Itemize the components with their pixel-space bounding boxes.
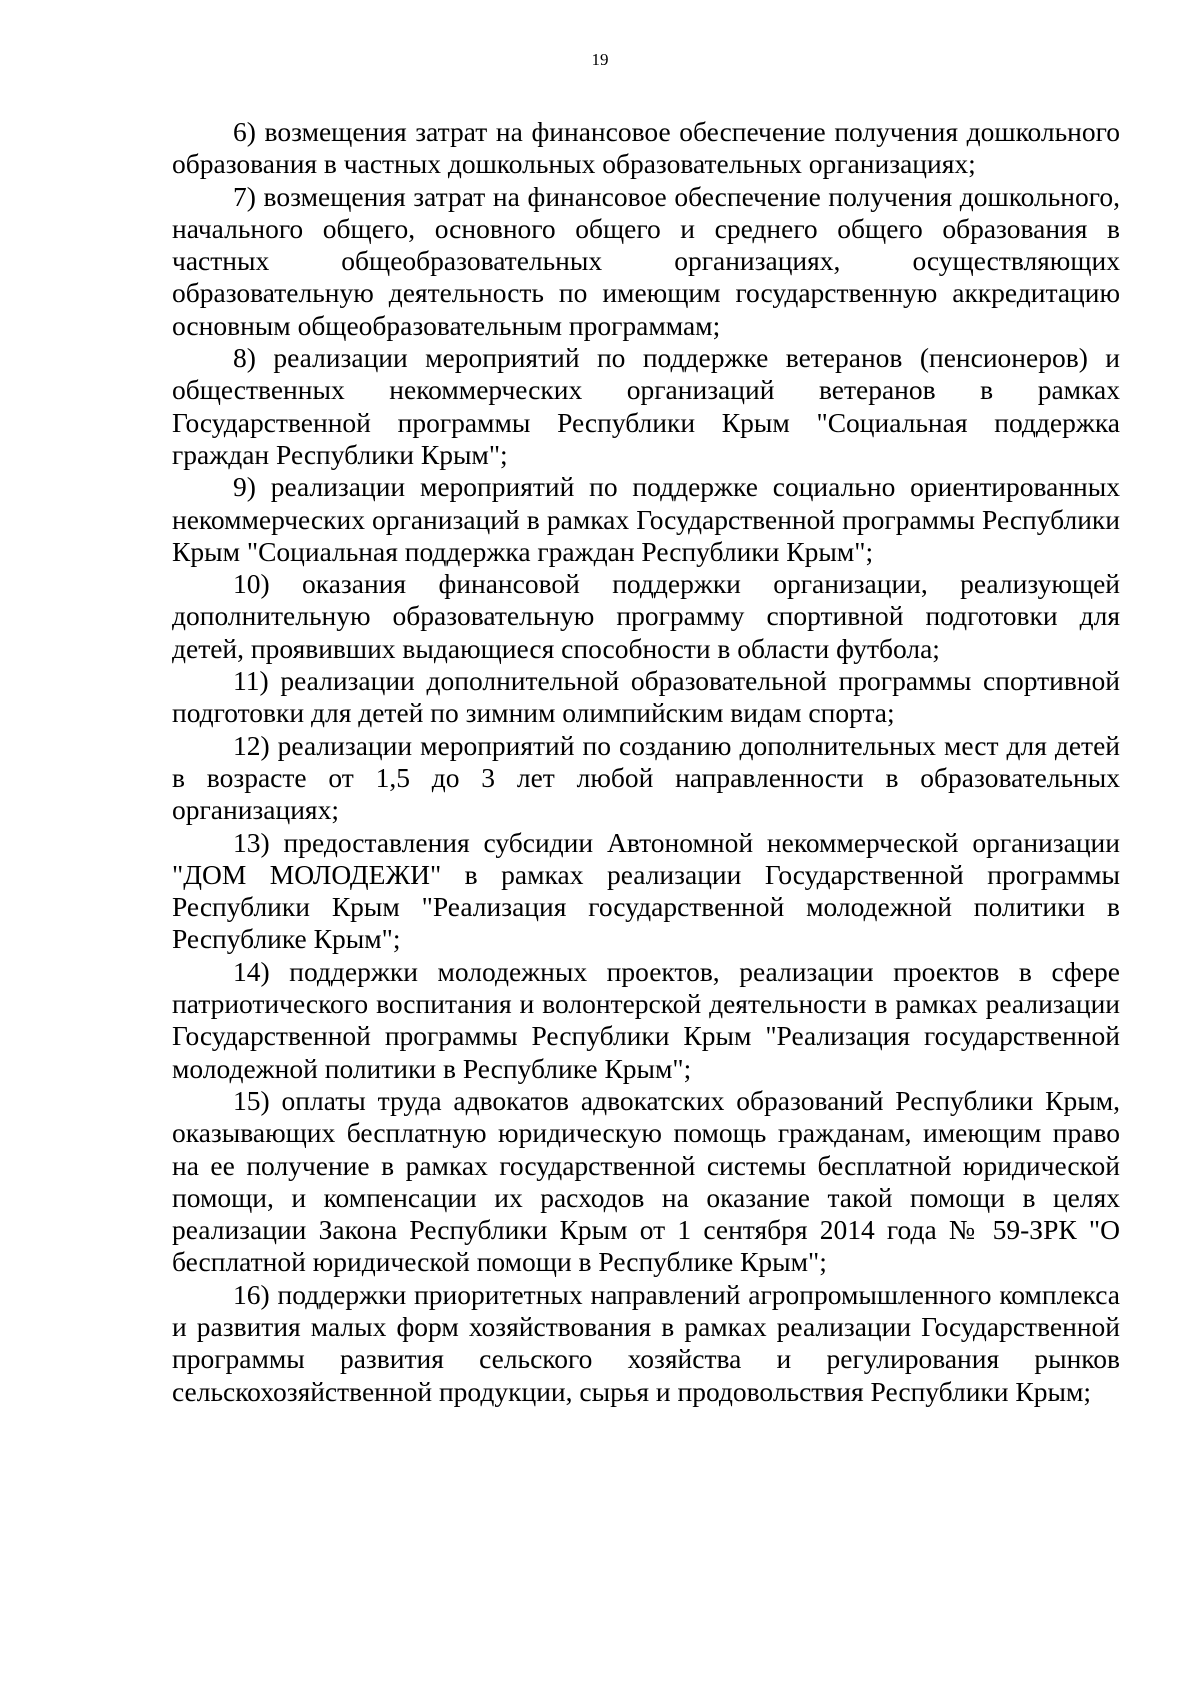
list-item-10: 10) оказания финансовой поддержки организации, реализующей дополнительную образовательную программу спортивной подготовки для детей, проявивших выдающиеся способности в области футбола; [172,568,1120,664]
list-item-16: 16) поддержки приоритетных направлений агропромышленного комплекса и развития малых форм хозяйствования в рамках реализации Государственной программы развития сельского хозяйства и регулирования рынков сельскохозяйственной продукции, сырья и продовольствия Республики Крым; [172,1278,1120,1407]
list-item-6: 6) возмещения затрат на финансовое обеспечение получения дошкольного образования в частных дошкольных образовательных организациях; [172,116,1120,180]
list-item-9: 9) реализации мероприятий по поддержке социально ориентированных некоммерческих организаций в рамках Государственной программы Республики Крым "Социальная поддержка граждан Республики Крым"; [172,471,1120,567]
list-item-14: 14) поддержки молодежных проектов, реализации проектов в сфере патриотического воспитания и волонтерской деятельности в рамках реализации Государственной программы Республики Крым "Реализация государственной молодежной политики в Республике Крым"; [172,955,1120,1084]
list-item-12: 12) реализации мероприятий по созданию дополнительных мест для детей в возрасте от 1,5 до 3 лет любой направленности в образовательных организациях; [172,729,1120,826]
document-body [172,116,1120,1408]
list-item-15: 15) оплаты труда адвокатов адвокатских образований Республики Крым, оказывающих бесплатную юридическую помощь гражданам, имеющим право на ее получение в рамках государственной системы бесплатной юридической помощи, и компенсации их расходов на оказание такой помощи в целях реализации Закона Республики Крым от 1 сентября 2014 года № 59-ЗРК "О бесплатной юридической помощи в Республике Крым"; [172,1084,1120,1278]
list-item-11: 11) реализации дополнительной образовательной программы спортивной подготовки для детей по зимним олимпийским видам спорта; [172,665,1120,729]
list-item-8: 8) реализации мероприятий по поддержке ветеранов (пенсионеров) и общественных некоммерческих организаций ветеранов в рамках Государственной программы Республики Крым "Социальная поддержка граждан Республики Крым"; [172,342,1120,470]
page-number: 19 [591,50,609,69]
list-item-13: 13) предоставления субсидии Автономной некоммерческой организации "ДОМ МОЛОДЕЖИ" в рамках реализации Государственной программы Республики Крым "Реализация государственной молодежной политики в Республике Крым"; [172,826,1120,955]
list-item-7: 7) возмещения затрат на финансовое обеспечение получения дошкольного, начального общего, основного общего и среднего общего образования в частных общеобразовательных организациях, осуществляющих образовательную деятельность по имеющим государственную аккредитацию основным общеобразовательным программам; [172,180,1120,341]
